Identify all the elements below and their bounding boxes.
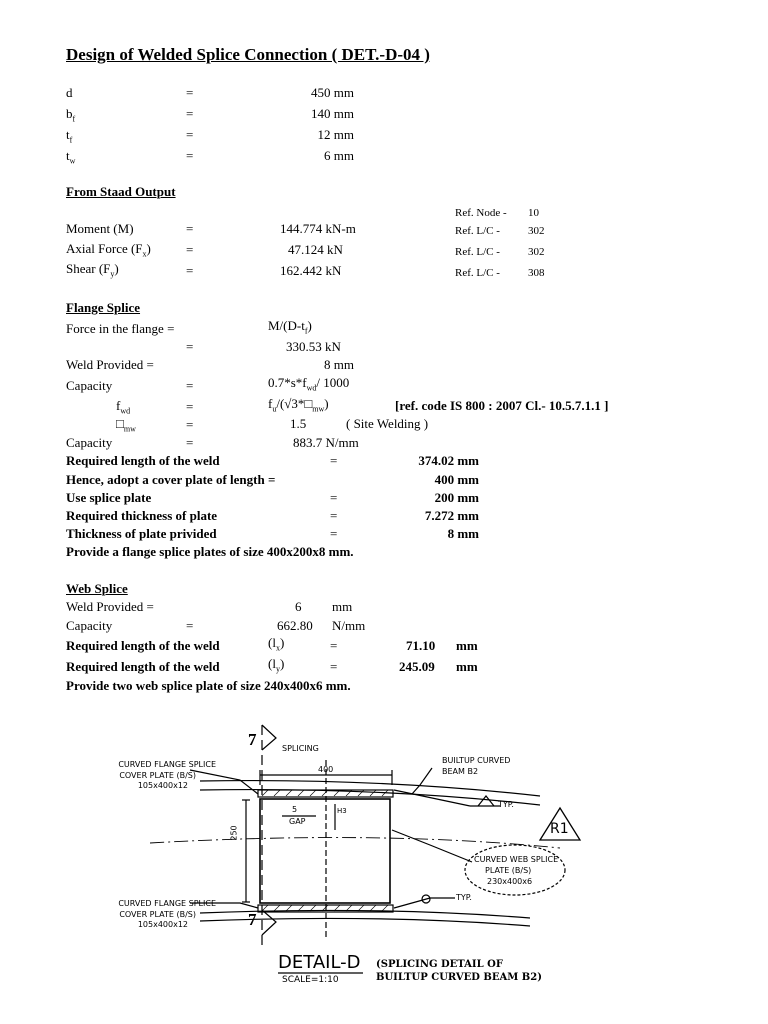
section-arrow-top xyxy=(262,725,276,750)
weld-leader-top xyxy=(394,790,470,806)
equals-sign: = xyxy=(330,659,338,674)
dim-400-label: 400 xyxy=(318,765,334,774)
weld-value: 8 mm xyxy=(324,357,354,372)
dim-symbol: $t_f$ xyxy=(66,127,73,145)
ref-lc-value: 308 xyxy=(528,267,545,279)
flange-top-callout-2: COVER PLATE (B/S) xyxy=(119,771,196,780)
req-length-label: Required length of the weld xyxy=(66,453,220,468)
web-ly-unit: mm xyxy=(456,659,478,674)
ref-lc-label: Ref. L/C - xyxy=(455,225,500,237)
equals-sign: = xyxy=(330,490,338,505)
equals-sign: = xyxy=(330,508,338,523)
adopt-value: 400 mm xyxy=(434,472,479,487)
weld-symbol-top xyxy=(478,796,494,806)
site-welding-note: ( Site Welding ) xyxy=(346,416,429,431)
capacity2-label: Capacity xyxy=(66,435,113,450)
dim-value: 12 mm xyxy=(317,127,354,142)
equals-sign: = xyxy=(186,148,194,163)
thickness-label: Thickness of plate privided xyxy=(66,526,217,541)
web-capacity-value: 662.80 xyxy=(277,618,313,633)
web-plate-callout-3: 230x400x6 xyxy=(487,877,533,886)
flange-heading: Flange Splice xyxy=(66,300,141,315)
web-provide-statement: Provide two web splice plate of size 240x400x6 mm. xyxy=(66,678,351,693)
equals-sign: = xyxy=(330,526,338,541)
detail-title: DETAIL-D xyxy=(278,952,361,973)
web-weld-value: 6 xyxy=(295,599,302,614)
equals-sign: = xyxy=(186,399,194,414)
code-reference: [ref. code IS 800 : 2007 Cl.- 10.5.7.1.1 ] xyxy=(395,398,609,413)
web-heading: Web Splice xyxy=(66,581,128,596)
equals-sign: = xyxy=(186,127,194,142)
web-weld-unit: mm xyxy=(332,599,353,614)
web-splice-plate xyxy=(260,799,390,903)
equals-sign: = xyxy=(186,618,194,633)
detail-note-2: BUILTUP CURVED BEAM B2) xyxy=(376,972,542,983)
section-number-top: 7 xyxy=(248,730,257,749)
page-title: Design of Welded Splice Connection ( DET.-D-04 ) xyxy=(66,45,430,64)
equals-sign: = xyxy=(186,221,194,236)
weld-label: Weld Provided = xyxy=(66,357,154,372)
flange-bottom-callout-2: COVER PLATE (B/S) xyxy=(119,910,196,919)
req-length-value: 374.02 mm xyxy=(418,453,479,468)
req-thickness-label: Required thickness of plate xyxy=(66,508,218,523)
equals-sign: = xyxy=(186,417,194,432)
beam-centerline xyxy=(150,838,560,848)
leader-web-plate xyxy=(392,830,472,862)
fwd-symbol: $f_{wd}$ xyxy=(116,398,131,416)
flange-top-callout-3: 105x400x12 xyxy=(137,781,188,790)
staad-heading: From Staad Output xyxy=(66,184,176,199)
dim-symbol: $t_w$ xyxy=(66,148,76,166)
web-lx-label: Required length of the weld xyxy=(66,638,220,653)
equals-sign: = xyxy=(186,435,194,450)
h3-label: H3 xyxy=(337,807,347,815)
use-plate-value: 200 mm xyxy=(434,490,479,505)
typ-label-bottom: TYP. xyxy=(456,893,472,902)
ref-lc-value: 302 xyxy=(528,246,545,258)
ref-node-label: Ref. Node - xyxy=(455,207,507,219)
leader-beam xyxy=(412,768,432,794)
equals-sign: = xyxy=(186,242,194,257)
section-arrow-bottom xyxy=(262,910,276,935)
web-lx-symbol: $(l_x)$ xyxy=(268,635,285,653)
staad-row-value: 47.124 kN xyxy=(288,242,343,257)
equals-sign: = xyxy=(330,453,338,468)
dim-value: 6 mm xyxy=(324,148,354,163)
capacity2-value: 883.7 N/mm xyxy=(293,435,359,450)
detail-scale: SCALE=1:10 xyxy=(282,975,339,985)
web-ly-value: 245.09 xyxy=(399,659,435,674)
gap-label: GAP xyxy=(289,817,306,826)
ref-lc-value: 302 xyxy=(528,225,545,237)
equals-sign: = xyxy=(186,85,194,100)
equals-sign: = xyxy=(186,378,194,393)
web-capacity-label: Capacity xyxy=(66,618,113,633)
fwd-formula: $f_u/(√3*□_{mw})$ xyxy=(268,396,329,414)
web-capacity-unit: N/mm xyxy=(332,618,366,633)
flange-bottom-callout-1: CURVED FLANGE SPLICE xyxy=(118,899,216,908)
detail-note-1: (SPLICING DETAIL OF xyxy=(376,959,503,970)
capacity-label: Capacity xyxy=(66,378,113,393)
web-lx-value: 71.10 xyxy=(406,638,436,653)
web-plate-callout-1: CURVED WEB SPLICE xyxy=(474,855,559,864)
req-thickness-value: 7.272 mm xyxy=(424,508,479,523)
staad-row-value: 144.774 kN-m xyxy=(280,221,356,236)
web-lx-unit: mm xyxy=(456,638,478,653)
force-value: 330.53 kN xyxy=(286,339,341,354)
web-ly-label: Required length of the weld xyxy=(66,659,220,674)
splicing-label: SPLICING xyxy=(282,744,319,753)
staad-row-label: Moment (M) xyxy=(66,221,134,236)
beam-callout-1: BUILTUP CURVED xyxy=(442,756,511,765)
flange-bottom-callout-3: 105x400x12 xyxy=(137,920,188,929)
equals-sign: = xyxy=(186,263,194,278)
web-plate-callout-2: PLATE (B/S) xyxy=(485,866,532,875)
staad-row-label: Axial Force $(F_x)$ xyxy=(66,241,151,259)
capacity-formula: $0.7*s*f_{wd}/$ 1000 xyxy=(268,375,350,393)
ref-node-value: 10 xyxy=(528,207,539,219)
web-weld-label: Weld Provided = xyxy=(66,599,154,614)
equals-sign: = xyxy=(186,339,194,354)
beam-callout-2: BEAM B2 xyxy=(442,767,479,776)
gap-number: 5 xyxy=(292,805,298,814)
typ-label-top: TYP. xyxy=(498,800,514,809)
ref-lc-label: Ref. L/C - xyxy=(455,246,500,258)
flange-provide-statement: Provide a flange splice plates of size 400x200x8 mm. xyxy=(66,544,354,559)
force-label: Force in the flange = xyxy=(66,321,175,336)
dim-value: 140 mm xyxy=(311,106,354,121)
adopt-label: Hence, adopt a cover plate of length = xyxy=(66,472,276,487)
dim-symbol: $b_f$ xyxy=(66,106,76,124)
staad-row-value: 162.442 kN xyxy=(280,263,342,278)
dim-symbol: d xyxy=(66,85,73,100)
gamma-mw-value: 1.5 xyxy=(290,416,307,431)
staad-row-label: Shear $(F_y)$ xyxy=(66,261,119,279)
equals-sign: = xyxy=(186,106,194,121)
thickness-value: 8 mm xyxy=(447,526,479,541)
use-plate-label: Use splice plate xyxy=(66,490,152,505)
dim-value: 450 mm xyxy=(311,85,354,100)
dim-250-label: 250 xyxy=(229,825,239,841)
ref-lc-label: Ref. L/C - xyxy=(455,267,500,279)
equals-sign: = xyxy=(330,638,338,653)
section-number-bottom: 7 xyxy=(248,910,257,929)
web-ly-symbol: $(l_y)$ xyxy=(268,656,285,674)
gamma-mw-symbol: $□_{mw}$ xyxy=(116,416,136,434)
flange-top-callout-1: CURVED FLANGE SPLICE xyxy=(118,760,216,769)
r1-label: R1 xyxy=(550,821,569,837)
force-formula: $M/(D-t_f)$ xyxy=(268,318,312,336)
